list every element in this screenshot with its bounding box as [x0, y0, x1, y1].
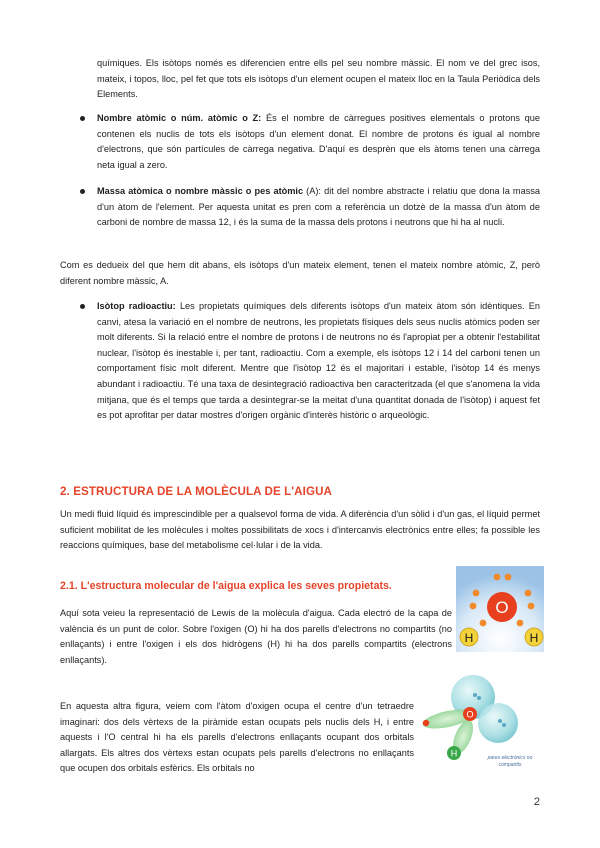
electron-dot — [477, 696, 481, 700]
term-mass-number: Massa atòmica o nombre màssic o pes atòmic — [97, 186, 304, 196]
bullet-dot — [80, 304, 85, 309]
paragraph-isotopes-intro: químiques. Els isòtops només es diferencien entre ells pel seu nombre màssic. El nom ve del grec isos, mateix, i topos, lloc, pel fet que tots els isòtops d'un element ocupen el mateix lloc en la Taula Periòdica dels Elements. — [97, 58, 540, 100]
electron-dot — [505, 574, 512, 581]
definition-atomic-number: És el nombre de càrregues positives elementals o protons que contenen els nuclis de tots els isòtops d'un element donat. El nombre de protons és igual al nombre d'electrons, que són partícules de càrrega negativa. D'aquí es desprèn que els àtoms tenen una càrrega neta igual a zero. — [97, 113, 540, 170]
electron-dot — [517, 620, 524, 627]
paragraph-water-intro: Un medi fluid líquid és imprescindible per a qualsevol forma de vida. A diferència d'un sòlid i d'un gas, el líquid permet suficient mobilitat de les molècules i moltes possibilitats de xocs i d'intercanvis electrònics entre elles; fa possible les reaccions químiques, base del metabolisme cel·lular i de la vida. — [60, 509, 540, 551]
electron-dot — [502, 723, 506, 727]
paragraph-summary: Com es dedueix del que hem dit abans, els isòtops d'un mateix element, tenen el mateix nombre atòmic, Z, però diferent nombre màssic, A. — [60, 260, 540, 286]
hydrogen-symbol: H — [529, 631, 539, 645]
bullet-dot — [80, 189, 85, 194]
electron-dot — [494, 574, 501, 581]
paragraph-lewis: Aquí sota veieu la representació de Lewis de la molècula d'aigua. Cada electró de la capa de valència és un punt de color. Sobre l'oxigen (O) hi ha dos parells d'electrons no compartits (no enllaçants) i entre l'oxigen i els dos hidrògens (H) hi ha dos parells compartits (electrons enllaçants). — [60, 608, 452, 665]
definition-mass-number: (A): dit del nombre abstracte i relatiu que dona la massa d'un àtom de l'element. Per aquesta unitat es pren com a referència un dotzè de la massa d'un àtom de carboni de nombre de massa 12, i és la suma de la massa dels protons i neutrons que hi ha al nucli. — [97, 186, 540, 228]
section-2-heading: 2. ESTRUCTURA DE LA MOLÈCULA DE L'AIGUA — [60, 485, 333, 498]
bullet-mass-number — [97, 184, 540, 231]
term-atomic-number: Nombre atòmic o núm. atòmic o Z: — [97, 113, 262, 123]
term-radioactive-isotope: Isòtop radioactiu: — [97, 301, 176, 311]
tetra-oxygen-symbol: O — [466, 709, 474, 720]
bullet-radioactive-isotope — [97, 299, 540, 424]
page-number: 2 — [533, 796, 540, 808]
electron-dot — [525, 590, 532, 597]
electron-dot — [473, 590, 480, 597]
tetrahedron-orbital-figure — [418, 665, 548, 775]
electron-dot — [528, 603, 535, 610]
tetra-caption-line1: pares electrònics no — [487, 755, 533, 761]
paragraph-tetrahedron: En aquesta altra figura, veiem com l'àtom d'oxigen ocupa el centre d'un tetraedre imaginari: dos dels vèrtexs de la piràmide estan ocupats pels nuclis dels H, i entre aquests i l'O central hi ha els parells d'electrons enllaçants ocupant dos orbitals allargats. Els altres dos vèrtexs estan ocupats pels parells d'electrons no enllaçants que ocupen dos orbitals esfèrics. Els orbitals no — [60, 701, 414, 774]
section-2-1-heading: 2.1. L'estructura molecular de l'aigua explica les seves propietats. — [60, 580, 392, 592]
electron-dot — [480, 620, 487, 627]
bullet-dot — [80, 116, 85, 121]
tetra-hydrogen-nucleus-left — [423, 720, 429, 726]
electron-dot — [498, 719, 502, 723]
oxygen-symbol: O — [495, 598, 509, 617]
hydrogen-symbol: H — [464, 631, 474, 645]
lewis-structure-figure — [456, 566, 544, 652]
electron-dot — [473, 693, 477, 697]
electron-dot — [470, 603, 477, 610]
tetra-hydrogen-symbol: H — [450, 748, 458, 759]
definition-radioactive-isotope: Les propietats químiques dels diferents isòtops d'un mateix àtom són idèntiques. En canvi, atesa la variació en el nombre de neutrons, les propietats físiques dels seus nuclis atòmics poden ser molt diferents. Si la relació entre el nombre de protons i de neutrons no és l'apropiat per a obtenir l'estabilitat nuclear, l'isòtop és inestable i, per tant, radioactiu. Com a exemple, els isòtops 12 i 14 del carboni tenen un comportament físic molt diferent. Mentre que l'isòtop 12 és el majoritari i estable, l'isòtop 14 és menys abundant i radioactiu. Té una taxa de desintegració radioactiva ben caracteritzada (el que s'anomena la vida mitjana, que és el temps que tarda a desintegrar-se la meitat d'una quantitat donada de l'isòtop) i aquest fet es pot aprofitar per datar mostres d'origen orgànic d'interès històric o arqueològic. — [97, 301, 540, 421]
bullet-atomic-number — [97, 111, 540, 173]
nonbonding-orbital-right — [478, 703, 518, 743]
tetra-caption-line2: compartits — [498, 762, 522, 768]
